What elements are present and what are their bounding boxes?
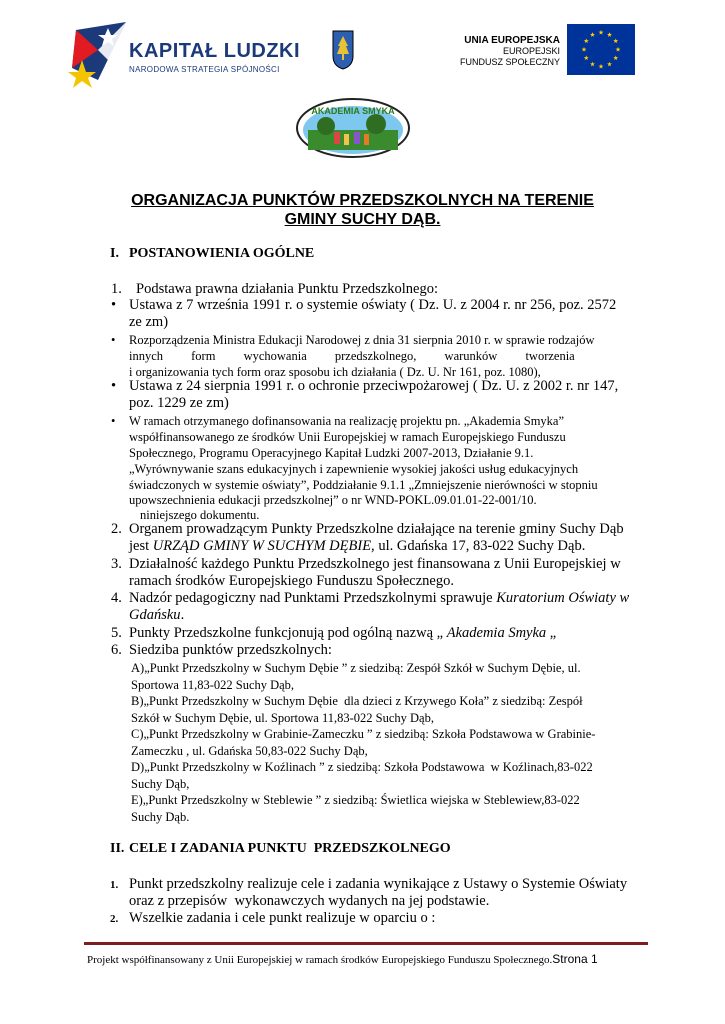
bullet-icon: • [111, 378, 117, 394]
location-c-line2: Zameczku , ul. Gdańska 50,83-022 Suchy Dąb, [131, 744, 368, 758]
location-c-line1: C)„Punkt Przedszkolny w Grabinie-Zameczku ” z siedzibą: Szkoła Podstawowa w Grabinie- [131, 727, 596, 741]
document-title-line2: GMINY SUCHY DĄB. [284, 211, 441, 228]
location-a-line1: A)„Punkt Przedszkolny w Suchym Dębie ” z siedzibą: Zespół Szkół w Suchym Dębie, ul. [131, 661, 581, 675]
location-b-line2: Szkół w Suchym Dębie, ul. Sportowa 11,83-022 Suchy Dąb, [131, 711, 434, 725]
item5-prefix: Punkty Przedszkolne funkcjonują pod ogólną nazwą „ [129, 625, 447, 641]
section1-heading: POSTANOWIENIA OGÓLNE [129, 246, 315, 261]
kuratorium-city: Gdańsku [129, 607, 181, 623]
eu-line3: FUNDUSZ SPOŁECZNY [459, 57, 560, 67]
bullet4-line6: upowszechnienia edukacji przedszkolnej” o nr WND-POKL.09.01.01-22-001/10. [129, 493, 537, 507]
item5-suffix: „ [546, 625, 557, 641]
item2-line1: Organem prowadzącym Punkty Przedszkolne działające na terenie gminy Suchy Dąb [129, 521, 624, 537]
s2-item1-line1: Punkt przedszkolny realizuje cele i zadania wynikające z Ustawy o Systemie Oświaty [129, 876, 628, 892]
item1-number: 1. [111, 281, 122, 297]
coat-of-arms-icon [332, 30, 354, 70]
item5-text [129, 625, 556, 642]
bullet1-line2: ze zm) [129, 314, 169, 330]
bullet-icon: • [111, 414, 116, 428]
footer-project-text: Projekt współfinansowany z Unii Europejskiej w ramach środków Europejskiego Funduszu Społecznego. [87, 954, 553, 966]
bullet-icon: • [111, 333, 116, 347]
item5-number: 5. [111, 625, 122, 641]
kuratorium-name: Kuratorium Oświaty w [496, 590, 630, 606]
item2-number: 2. [111, 521, 122, 537]
bullet4-line2: współfinansowanego ze środków Unii Europejskiej w ramach Europejskiego Funduszu [129, 430, 566, 444]
akademia-smyka-logo [296, 96, 410, 158]
location-e-line2: Suchy Dąb. [131, 810, 190, 824]
organ-address: ul. Gdańska 17, 83-022 Suchy Dąb. [374, 538, 586, 554]
item4-line1 [129, 590, 629, 607]
s2-item1-number: 1. [110, 879, 119, 891]
location-b-line1: B)„Punkt Przedszkolny w Suchym Dębie dla dzieci z Krzywego Koła” z siedzibą: Zespół [131, 694, 583, 708]
eu-line2: EUROPEJSKI [502, 46, 560, 56]
footer-text [87, 952, 598, 966]
footer-rule [84, 942, 648, 945]
item2-jest: jest [129, 538, 153, 554]
item4-line2 [129, 607, 184, 624]
eu-flag-icon [567, 24, 635, 75]
bullet4-line4: „Wyrównywanie szans edukacyjnych i zapewnienie wysokiej jakości usług edukacyjnych [129, 462, 579, 476]
kapital-ludzki-subtitle: NARODOWA STRATEGIA SPÓJNOŚCI [129, 65, 280, 74]
section2-number: II. [110, 841, 125, 856]
organ-name: URZĄD GMINY W SUCHYM DĘBIE, [152, 538, 375, 554]
item2-line2 [129, 538, 585, 555]
s2-item2-line1: Wszelkie zadania i cele punkt realizuje w oparciu o : [129, 910, 436, 926]
item6-number: 6. [111, 642, 122, 658]
section1-number: I. [110, 246, 119, 261]
bullet2-line1: Rozporządzenia Ministra Edukacji Narodowej z dnia 31 sierpnia 2010 r. w sprawie rodzajów [129, 333, 595, 347]
document-title-line1: ORGANIZACJA PUNKTÓW PRZEDSZKOLNYCH NA TERENIE [131, 192, 594, 209]
item3-line2: ramach środków Europejskiego Funduszu Społecznego. [129, 573, 454, 589]
kapital-ludzki-logo-mark [68, 20, 128, 88]
location-d-line2: Suchy Dąb, [131, 777, 190, 791]
eu-line1: UNIA EUROPEJSKA [464, 35, 560, 46]
item4-text: Nadzór pedagogiczny nad Punktami Przedszkolnymi sprawuje [129, 590, 497, 606]
location-d-line1: D)„Punkt Przedszkolny w Koźlinach ” z siedzibą: Szkoła Podstawowa w Koźlinach,83-022 [131, 760, 593, 774]
bullet2-line3: i organizowania tych form oraz sposobu ich działania ( Dz. U. Nr 161, poz. 1080), [129, 365, 541, 379]
item4-period: . [180, 607, 185, 623]
s2-item1-line2: oraz z przepisów wykonawczych wydanych na jej podstawie. [129, 893, 490, 909]
location-a-line2: Sportowa 11,83-022 Suchy Dąb, [131, 678, 295, 692]
location-e-line1: E)„Punkt Przedszkolny w Steblewie ” z siedzibą: Świetlica wiejska w Steblewiew,83-022 [131, 793, 580, 807]
bullet1-line1: Ustawa z 7 września 1991 r. o systemie oświaty ( Dz. U. z 2004 r. nr 256, poz. 2572 [129, 297, 617, 313]
section2-heading: CELE I ZADANIA PUNKTU PRZEDSZKOLNEGO [129, 841, 451, 856]
bullet3-line1: Ustawa z 24 sierpnia 1991 r. o ochronie przeciwpożarowej ( Dz. U. z 2002 r. nr 147, [129, 378, 619, 394]
bullet-icon: • [111, 297, 117, 313]
kapital-ludzki-title: KAPITAŁ LUDZKI [129, 40, 301, 62]
page-number: Strona 1 [552, 952, 598, 966]
bullet4-line3: Społecznego, Programu Operacyjnego Kapitał Ludzki 2007-2013, Działanie 9.1. [129, 446, 534, 460]
bullet4-line5: świadczonych w systemie oświaty”, Poddziałanie 9.1.1 „Zmniejszenie nierówności w stopniu [129, 478, 598, 492]
s2-item2-number: 2. [110, 913, 119, 925]
akademia-logo-text: AKADEMIA SMYKA [311, 106, 395, 116]
bullet4-line7: niniejszego dokumentu. [140, 508, 260, 522]
bullet2-line2: innych form wychowania przedszkolnego, warunków tworzenia [129, 349, 575, 363]
bullet3-line2: poz. 1229 ze zm) [129, 395, 229, 411]
akademia-name: Akademia Smyka [446, 625, 547, 641]
item1-text: Podstawa prawna działania Punktu Przedszkolnego: [136, 281, 439, 297]
item3-number: 3. [111, 556, 122, 572]
eu-caption [420, 35, 560, 68]
item4-number: 4. [111, 590, 122, 606]
item6-text: Siedziba punktów przedszkolnych: [129, 642, 332, 658]
bullet4-line1: W ramach otrzymanego dofinansowania na realizację projektu pn. „Akademia Smyka” [129, 414, 565, 428]
item3-line1: Działalność każdego Punktu Przedszkolnego jest finansowana z Unii Europejskiej w [129, 556, 621, 572]
